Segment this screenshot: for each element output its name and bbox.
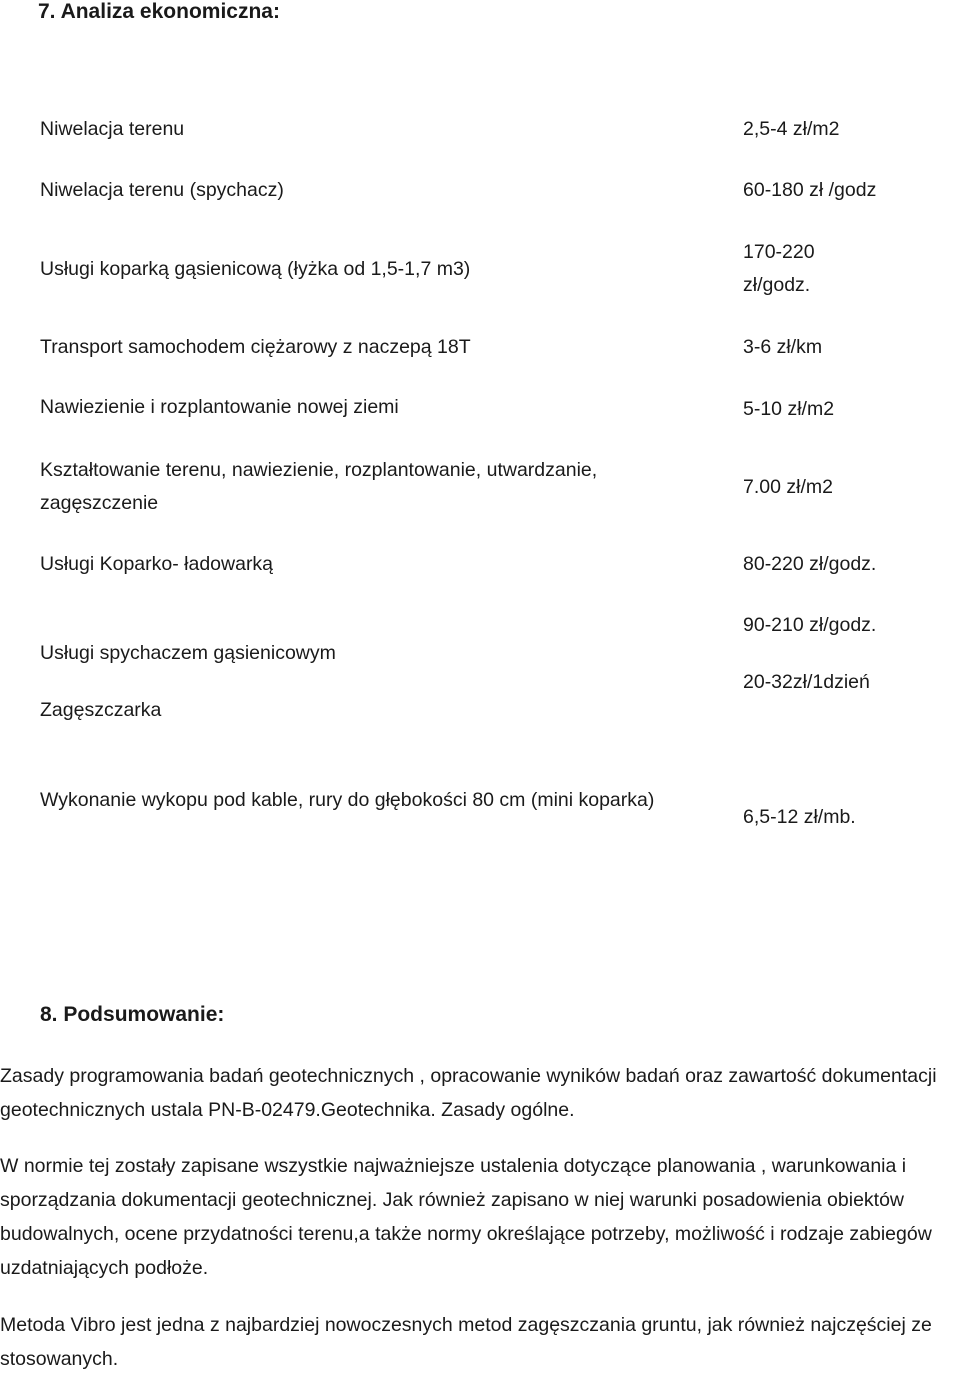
service-price: 6,5-12 zł/mb. — [743, 806, 856, 828]
service-name: Kształtowanie terenu, nawiezienie, rozplantowanie, utwardzanie, zagęszczenie — [40, 459, 598, 514]
summary-paragraph: Zasady programowania badań geotechnicznych , opracowanie wyników badań oraz zawartość dokumentacji geotechnicznych ustala PN-B-02479.Geotechnika. Zasady ogólne. — [0, 1065, 937, 1121]
service-name: Usługi spychaczem gąsienicowym — [40, 642, 336, 664]
summary-paragraph: W normie tej zostały zapisane wszystkie najważniejsze ustalenia dotyczące planowania , warunkowania i sporządzania dokumentacji geotechnicznej. Jak również zapisano w niej warunki posadowienia obiektów budowalnych, ocene przydatności terenu,a także normy określające potrzeby, możliwość i rodzaje zabiegów uzdatniających podłoże. — [0, 1155, 932, 1279]
section-7-heading: 7. Analiza ekonomiczna: — [38, 0, 280, 23]
service-price: 20-32zł/1dzień — [743, 671, 870, 693]
service-name: Wykonanie wykopu pod kable, rury do głębokości 80 cm (mini koparka) — [40, 789, 655, 811]
service-price: 80-220 zł/godz. — [743, 553, 877, 575]
section-8-heading: 8. Podsumowanie: — [40, 1003, 225, 1026]
service-price: 5-10 zł/m2 — [743, 398, 835, 420]
service-price: 60-180 zł /godz — [743, 179, 877, 201]
service-name: Transport samochodem ciężarowy z naczepą 18T — [40, 336, 471, 358]
service-price: 3-6 zł/km — [743, 336, 823, 358]
service-name: Niwelacja terenu (spychacz) — [40, 179, 284, 201]
service-price: 2,5-4 zł/m2 — [743, 118, 840, 140]
service-name: Nawiezienie i rozplantowanie nowej ziemi — [40, 396, 399, 418]
service-name: Zagęszczarka — [40, 699, 162, 721]
service-price: 7.00 zł/m2 — [743, 476, 833, 498]
service-name: Usługi koparką gąsienicową (łyżka od 1,5-1,7 m3) — [40, 258, 471, 280]
summary-paragraph: Metoda Vibro jest jedna z najbardziej nowoczesnych metod zagęszczania gruntu, jak również najczęściej ze stosowanych. — [0, 1314, 932, 1370]
service-price: 90-210 zł/godz. — [743, 614, 877, 636]
service-name: Usługi Koparko- ładowarką — [40, 553, 274, 575]
service-price: 170-220 zł/godz. — [743, 241, 815, 296]
service-name: Niwelacja terenu — [40, 118, 185, 140]
